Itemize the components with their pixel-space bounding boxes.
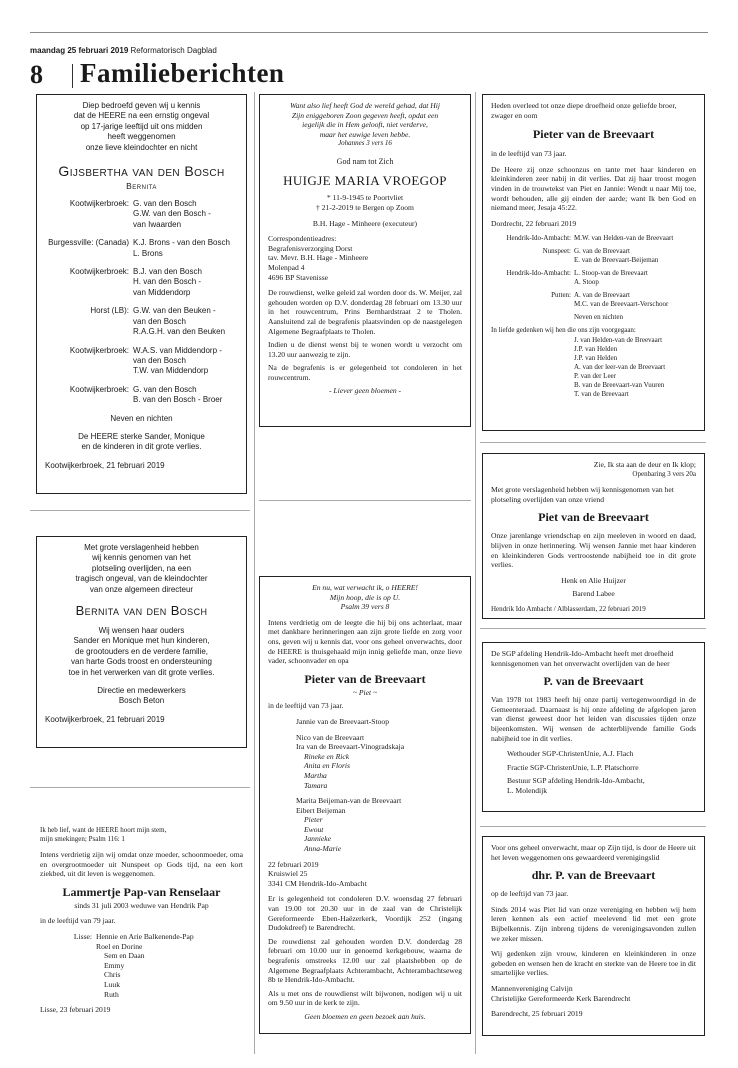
header-divider [72,64,73,88]
notice-gijsbertha-family [36,94,247,494]
sympathy-line: de grootouders en de verdere familie, [75,646,208,656]
sympathy-line: Wij wensen haar ouders [98,626,185,636]
memory-spacer [491,354,574,363]
relative-name: A. Stoop [574,278,599,287]
relative-group [45,267,238,298]
intro-line: dat de HEERE na een ernstig ongeval [73,111,210,121]
age-line: in de leeftijd van 79 jaar. [40,916,116,926]
deceased-nickname: Bernita [126,181,157,192]
relative-group [45,238,238,259]
verse-line: Mijn hoop, die is op U. [329,592,401,602]
signer: Bestuur SGP afdeling Hendrik-Ido-Ambacht, [507,776,645,786]
deceased-name: P. van de Breevaart [543,674,644,689]
column-separator [475,92,476,1054]
life-dates [268,193,462,212]
intro-line: heeft weggenomen [107,132,176,142]
family-member: Nico van de Breevaart [296,732,365,742]
memory-spacer [491,390,574,399]
verse-line: iegelijk die in Hem gelooft, niet verderve, [302,120,428,130]
notice-piet-friends [482,453,705,619]
signer: Directie en medewerkers [97,686,186,696]
notice-intro: De SGP afdeling Hendrik-Ido-Ambacht heeft met droefheid kennisgenomen van het onverwacht overlijden van de heer [491,649,674,668]
grandchild: Anna-Marie [304,844,342,854]
deceased-name: Gijsbertha van den Bosch [58,163,225,180]
memory-name [491,354,696,363]
address-line: Correspondentieadres: [268,234,337,244]
relatives-list [45,199,238,406]
address-line: Kruiswiel 25 [268,869,308,879]
relative-name: H. van den Bosch - [133,277,202,287]
relative-names [133,238,238,259]
signer: L. Molendijk [507,785,548,795]
row-separator [480,628,706,629]
verse-line: Zijn eniggeboren Zoon gegeven heeft, opdat een [291,110,439,120]
relative-group [45,199,238,230]
memory-name [491,363,696,372]
relative-group [491,247,696,265]
grandchild: Martha [304,770,327,780]
relative-names [133,199,238,230]
relative-name: van den Bosch [133,316,186,326]
relative-place: Nunspeet: [542,247,571,256]
memory-name [491,372,696,381]
memory-name-text: A. van der leer-van de Breevaart [574,362,666,371]
deceased-name: Piet van de Breevaart [538,510,649,525]
family-member: Hennie en Arie Balkenende-Pap [96,931,194,941]
relative-names [574,269,648,287]
relative-group [45,306,238,337]
memory-spacer [491,345,574,354]
verse-line: Want also lief heeft God de wereld gehad, dat Hij [289,101,441,110]
memory-spacer [491,381,574,390]
address-line: tav. Mevr. B.H. Hage - Minheere [268,253,369,263]
family-place: Lisse: [73,931,92,941]
row-separator [480,826,706,827]
grandchild: Pieter [304,815,323,825]
page-number: 8 [30,60,43,89]
nephews-line: Neven en nichten [574,313,623,322]
sympathy-line: van harte Gods troost en ondersteuning [71,657,212,667]
relative-place: Kootwijkerbroek: [69,384,129,394]
family-member: Ruth [104,989,119,999]
relative-name: B. van den Bosch - Broer [133,395,223,405]
relative-names [133,306,238,337]
relative-name: W.A.S. van Middendorp - [133,345,222,355]
memory-spacer [491,336,574,345]
closing-line: De HEERE sterke Sander, Monique [78,431,205,441]
relative-name: A. van de Breevaart [574,291,630,300]
signer: Wethouder SGP-ChristenUnie, A.J. Flach [507,749,634,759]
relative-name: R.A.G.H. van den Beuken [133,327,226,337]
verse-line: En nu, wat verwacht ik, o HEERE! [312,583,418,592]
family-member: Luuk [104,979,121,989]
service-text: De rouwdienst zal gehouden worden D.V. donderdag 28 februari om 10.00 uur in genoemd kerkgebouw, waarna de begrafenis omstreeks 12.00 uur zal plaatshebben op de Algemene Begraafplaats Achterambacht, Achterambachtseweg 8b te Hendrik-Ido-Ambacht. [268,936,462,985]
relative-name: G. van den Bosch [133,199,197,209]
family-member: Jannie van de Breevaart-Stoop [296,716,389,726]
signer: Mannenvereniging Calvijn [491,983,573,993]
memory-intro: In liefde gedenken wij hen die ons zijn voorgegaan: [491,326,636,335]
row-separator [30,510,250,511]
relative-name: M.W. van Helden-van de Breevaart [574,234,674,243]
memory-name [491,336,696,345]
relative-names [133,346,238,377]
attendance-text: Indien u de dienst wenst bij te wonen wordt u verzocht om 13.20 uur aanwezig te zijn. [268,340,462,359]
intro-line: van onze algemeen directeur [89,584,194,594]
notice-pieter-family [482,94,705,431]
friendship-text: Onze jarenlange vriendschap en zijn meeleven in woord en daad, blijven in onze herinnering. Wij wensen Jannie met haar kinderen en kleinkinderen Gods vertroostende nabijheid toe in dit grote verlies. [491,531,696,570]
home-address [268,860,462,889]
family-list [40,932,243,999]
signer: Christelijke Gereformeerde Kerk Barendrecht [491,993,631,1003]
relative-name: L. Stoop-van de Breevaart [574,269,648,278]
intro-line: Diep bedroefd geven wij u kennis [82,101,201,110]
condolence-text: Er is gelegenheid tot condoleren D.V. woensdag 27 februari van 19.00 tot 20.30 uur in de zaal van de Christelijk Gereformeerde Eben-Haëzerkerk, Voordijk 252 (ingang Dudokdreef) te Barendrecht. [268,894,462,933]
memory-name-text: B. van de Breevaart-van Vuuren [574,380,665,389]
place-date: Lisse, 23 februari 2019 [40,1005,111,1015]
birth-date: * 11-9-1945 te Poortvliet [326,193,404,203]
sympathy-line: Sander en Monique met hun kinderen, [73,636,210,646]
relative-place: Hendrik-Ido-Ambacht: [506,234,571,243]
relative-names [574,291,668,309]
sympathy-line: toe in het verwerken van dit grote verlies. [68,667,215,677]
address-line: 4696 BP Stavenisse [268,272,329,282]
relative-group [491,269,696,287]
family-member: Chris [104,970,121,980]
masthead [30,46,217,55]
masthead-paper: Reformatorisch Dagblad [130,46,217,55]
family-group [268,796,462,854]
notice-sgp [482,642,705,812]
row-separator [259,500,471,501]
relative-name: G. van den Bosch [133,384,197,394]
call-line: God nam tot Zich [336,156,394,166]
signer: Barend Labee [572,589,615,599]
place-date: Hendrik Ido Ambacht / Alblasserdam, 22 februari 2019 [491,604,646,613]
family-member: Sem en Daan [104,951,145,961]
service-text: De rouwdienst, welke geleid zal worden door ds. W. Meijer, zal gehouden worden op D.V. donderdag 28 februari om 13.30 uur in het rouwcentrum, Prins Bernhardstraat 2 te Tholen. Aansluitend zal de begrafenis plaatsvinden op de naastgelegen Algemene Begraafplaats te Tholen. [268,288,462,336]
deceased-name: Pieter van de Breevaart [304,671,426,686]
tribute-text: Van 1978 tot 1983 heeft hij onze partij vertegenwoordigd in de Gemeenteraad. Daarnaast is hij onze afdeling de afgelopen jaren van dienst geweest door het leiden van discussies tijden onze bijeenkomsten. Wij wensen de achterblijvende familie Gods nabijheid toe in dit verlies. [491,695,696,743]
notice-huigje-vroegop [259,94,471,427]
relative-names [133,267,238,298]
address-line: Molenpad 4 [268,262,305,272]
signer: Henk en Alie Huijzer [561,575,626,585]
no-flowers: Geen bloemen en geen bezoek aan huis. [304,1011,426,1021]
relative-names [574,247,658,265]
memory-name [491,381,696,390]
bible-verse [40,826,243,844]
memory-name-text: J.P. van Helden [574,344,618,353]
verse-line: mijn smekingen; Psalm 116: 1 [40,835,125,843]
place-date: Barendrecht, 25 februari 2019 [491,1009,583,1019]
top-rule [30,32,708,33]
intro-line: plotseling overlijden, na een [91,563,192,573]
death-date: † 21-2-2019 te Bergen op Zoom [316,202,414,212]
relative-name: G.W. van den Beuken - [133,306,216,316]
intro-line: tragisch ongeval, van de kleindochter [75,574,208,584]
family-member: Roel en Dorine [96,941,143,951]
relative-name: E. van de Breevaart-Beijeman [574,256,659,265]
nephews-line: Neven en nichten [110,413,173,423]
relative-place: Horst (LB): [90,306,129,316]
signer: Bosch Beton [118,696,165,706]
notice-intro [45,101,238,153]
relative-place: Kootwijkerbroek: [69,199,129,209]
memory-spacer [491,363,574,372]
grandchild: Rineke en Rick [304,751,350,761]
place-date: Kootwijkerbroek, 21 februari 2019 [45,460,165,470]
relative-group [491,234,696,243]
relative-name: M.C. van de Breevaart-Verschoor [574,300,669,309]
notice-intro [45,543,238,595]
notice-lammertje-pap [36,826,247,1036]
bible-verse [491,460,696,479]
signers [491,984,696,1003]
memory-spacer [491,372,574,381]
intro-line: wij kennis genomen van het [92,553,191,563]
intro-line: onze lieve kleindochter en nicht [85,142,198,152]
no-flowers: - Liever geen bloemen - [328,386,402,396]
deceased-nickname: ~ Piet ~ [352,687,378,697]
relative-name: T.W. van Middendorp [133,366,209,376]
memory-name-text: J.P. van Helden [574,353,618,362]
relative-group [491,291,696,309]
relative-name: G. van de Breevaart [574,247,630,256]
membership-text: Sinds 2014 was Piet lid van onze vereniging en hebben wij hem leren kennen als een actief meelevend lid met een grote Bijbelkennis. Zijn inbreng tijdens de verenigingsavonden zullen we zeker missen. [491,904,696,943]
correspondence-address [268,234,462,282]
age-line: op de leeftijd van 73 jaar. [491,889,569,899]
deceased-name: Pieter van de Breevaart [532,127,655,142]
grandchild: Tamara [304,780,328,790]
notice-intro: Heden overleed tot onze diepe droefheid onze geliefde broer, zwager en oom [491,101,677,120]
relative-place: Kootwijkerbroek: [69,345,129,355]
grandchild: Ewout [304,824,324,834]
relative-group [45,346,238,377]
intro-line: op 17-jarige leeftijd uit ons midden [80,121,203,131]
row-separator [480,442,706,443]
family-member: Eibert Beijeman [296,805,346,815]
notice-mannenvereniging [482,836,705,1036]
condolence-text: Na de begrafenis is er gelegenheid tot condoleren in het rouwcentrum. [268,363,462,382]
relative-names [133,385,238,406]
intro-line: Met grote verslagenheid hebben [84,543,199,552]
address-line: Begrafenisverzorging Dorst [268,243,353,253]
age-line: in de leeftijd van 73 jaar. [268,701,344,711]
row-separator [30,787,250,788]
deceased-name: Bernita van den Bosch [75,603,208,619]
relative-place: Burgessville: (Canada) [48,238,129,248]
executor: B.H. Hage - Minheere (executeur) [312,218,418,228]
deceased-name: Lammertje Pap-van Renselaar [62,884,221,899]
family-list [268,717,462,854]
address-line: 22 februari 2019 [268,859,319,869]
signers [45,686,238,707]
bible-verse [268,101,462,149]
memory-name [491,345,696,354]
memory-name-text: J. van Helden-van de Breevaart [574,335,663,344]
attendance-text: Als u met ons de rouwdienst wilt bijwonen, nodigen wij u uit om 9.50 uur in de kerk te zijn. [268,988,462,1008]
relative-name: L. Brons [133,248,163,258]
notice-pieter-wife [259,576,471,1034]
place-date: Dordrecht, 22 februari 2019 [491,218,577,228]
relative-name: K.J. Brons - van den Bosch [133,238,230,248]
closing-text [45,432,238,453]
relative-name: G.W. van den Bosch - [133,209,211,219]
sympathy-text [45,626,238,678]
verse-reference: Psalm 39 vers 8 [340,602,390,612]
column-separator [254,92,255,1054]
relative-place: Kootwijkerbroek: [69,267,129,277]
bible-verse [268,583,462,612]
notice-intro: Voor ons geheel onverwacht, maar op Zijn tijd, is door de Heere uit het leven weggenomen ons gewaardeerd verenigingslid [491,843,696,862]
verse-line: Zie, Ik sta aan de deur en Ik klop; [593,460,696,469]
memory-name-text: T. van de Breevaart [574,389,629,398]
verse-reference: Johannes 3 vers 16 [338,139,392,148]
age-line: in de leeftijd van 73 jaar. [491,149,567,159]
deceased-name: dhr. P. van de Breevaart [531,868,656,883]
notice-bosch-beton [36,536,247,748]
place-date: Kootwijkerbroek, 21 februari 2019 [45,714,165,724]
relative-name: van Iwaarden [133,219,182,229]
section-title: Familieberichten [80,58,285,88]
memory-name [491,390,696,399]
verse-line: maar het euwige leven hebbe. [319,129,411,139]
address-line: 3341 CM Hendrik-Ido-Ambacht [268,878,367,888]
verse-reference: Openbaring 3 vers 20a [632,469,696,478]
signers [491,749,696,795]
relative-place: Putten: [551,291,571,300]
relative-place: Hendrik-Ido-Ambacht: [506,269,571,278]
comfort-text: De Heere zij onze schoonzus en tante met haar kinderen en kleinkinderen zeer nabij in dit verlies. Dat zij haar troost mogen vinden in de trouwtekst van Piet en Jannie: Wendt u naar Mij toe, wordt behouden, alle gij einden der aarde; want Ik ben God en niemand meer, Jesaja 45:22. [491,164,696,213]
memory-name-text: P. van der Leer [574,371,616,380]
signers [491,576,696,599]
prayer-text: Wij gedenken zijn vrouw, kinderen en kleinkinderen in onze gebeden en wensen hen de kracht en sterkte van de Heere toe in dit smartelijke verlies. [491,949,696,978]
relatives-list [491,234,696,309]
verse-line: Ik heb lief, want de HEERE hoort mijn stem, [40,826,167,834]
relative-group [45,385,238,406]
relative-names [574,234,673,243]
notice-intro: Intens verdrietig om de leegte die hij bij ons achterlaat, maar met dankbare herinneringen aan zijn grote liefde en zorg voor ons, geven wij u kennis dat, voor ons geheel onverwachts, door de HEERE is thuisgehaald mijn innig geliefde man, onze lieve vader, schoonvader en opa [268,617,462,666]
family-group [268,717,462,727]
family-member: Ira van de Breevaart-Vinogradskaja [296,742,405,752]
relative-name: B.J. van den Bosch [133,267,202,277]
closing-line: en de kinderen in dit grote verlies. [81,442,202,452]
deceased-name: HUIGJE MARIA VROEGOP [283,173,447,189]
widow-line: sinds 31 juli 2003 weduwe van Hendrik Pap [74,900,209,910]
family-member: Emmy [104,960,125,970]
grandchild: Anita en Floris [304,761,350,771]
family-group [268,733,462,791]
signer: Fractie SGP-ChristenUnie, L.P. Platschorre [507,762,639,772]
grandchild: Jannieke [304,834,331,844]
notice-intro: Intens verdrietig zijn wij omdat onze moeder, schoonmoeder, oma en overgrootmoeder uit Nunspeet op Gods tijd, na een kort ziekbed, uit dit leven is weggenomen. [40,850,243,879]
relative-name: van Middendorp [133,287,191,297]
notice-intro: Met grote verslagenheid hebben wij kennisgenomen van het plotseling overlijden van onze vriend [491,485,674,504]
masthead-date: maandag 25 februari 2019 [30,46,129,55]
family-member: Marita Beijeman-van de Breevaart [296,796,402,806]
memory-list [491,336,696,399]
relative-name: van den Bosch [133,355,186,365]
